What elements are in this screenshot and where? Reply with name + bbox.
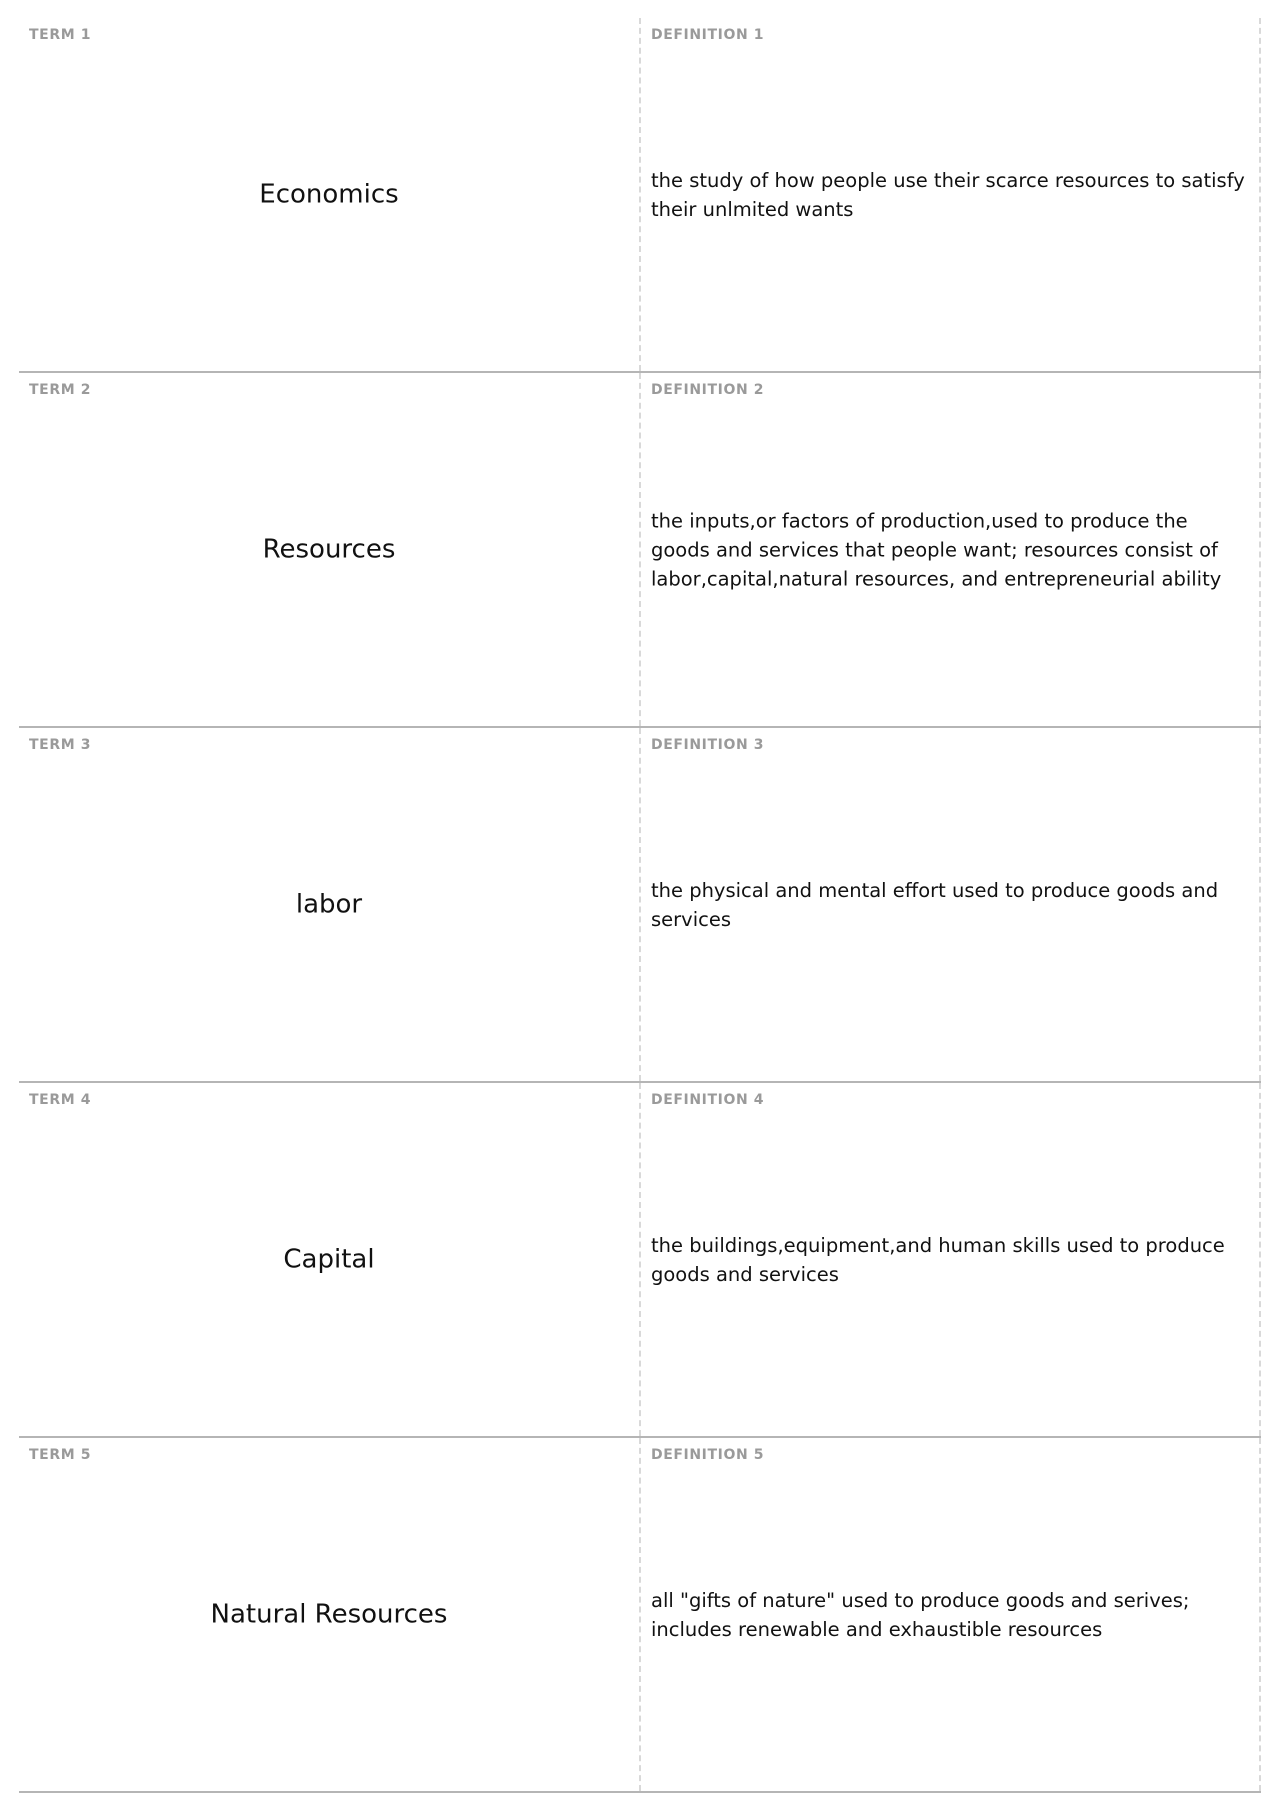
flashcard-row-1 [19, 18, 1261, 373]
definition-text: the inputs,or factors of production,used to produce the goods and services that people want; resources consist of labor,capital,natural resources, and entrepreneurial ability [651, 509, 1222, 590]
definition-cell [641, 373, 1261, 726]
term-text: Resources [262, 533, 396, 564]
definition-label: DEFINITION 1 [651, 27, 765, 43]
term-cell [19, 1438, 641, 1791]
term-text: labor [295, 888, 363, 919]
flashcard-row-3 [19, 728, 1261, 1083]
definition-text: all "gifts of nature" used to produce goods and serives; includes renewable and exhaustible resources [651, 1588, 1190, 1641]
flashcard-row-2 [19, 373, 1261, 728]
definition-text: the study of how people use their scarce resources to satisfy their unlmited wants [651, 168, 1245, 221]
definition-label: DEFINITION 2 [651, 382, 765, 398]
term-text: Economics [259, 178, 399, 209]
term-cell [19, 18, 641, 371]
flashcard-sheet [19, 18, 1261, 1793]
definition-cell [641, 18, 1261, 371]
term-cell [19, 728, 641, 1081]
term-cell [19, 373, 641, 726]
definition-text: the buildings,equipment,and human skills used to produce goods and services [651, 1233, 1225, 1286]
definition-text: the physical and mental effort used to produce goods and services [651, 878, 1219, 931]
definition-cell [641, 728, 1261, 1081]
flashcard-row-5 [19, 1438, 1261, 1793]
definition-cell [641, 1083, 1261, 1436]
term-label: TERM 3 [29, 737, 92, 753]
term-label: TERM 4 [29, 1092, 92, 1108]
term-text: Capital [283, 1243, 375, 1274]
definition-cell [641, 1438, 1261, 1791]
term-label: TERM 5 [29, 1447, 92, 1463]
term-cell [19, 1083, 641, 1436]
definition-label: DEFINITION 5 [651, 1447, 765, 1463]
term-text: Natural Resources [210, 1598, 448, 1629]
term-label: TERM 2 [29, 382, 92, 398]
definition-label: DEFINITION 3 [651, 737, 765, 753]
term-label: TERM 1 [29, 27, 92, 43]
flashcard-row-4 [19, 1083, 1261, 1438]
definition-label: DEFINITION 4 [651, 1092, 765, 1108]
